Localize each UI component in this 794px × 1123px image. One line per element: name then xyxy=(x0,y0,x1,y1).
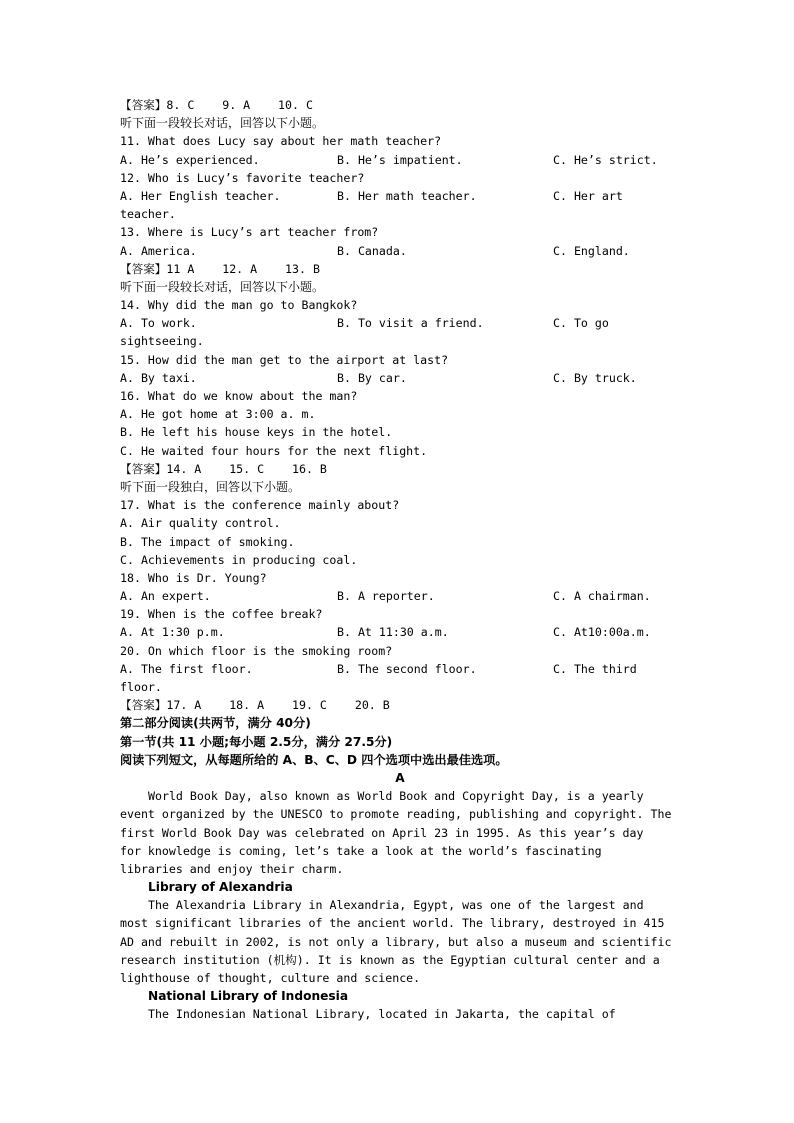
question-text: 13. Where is Lucy’s art teacher from? xyxy=(120,225,379,240)
passage-line: The Alexandria Library in Alexandria, Egypt, was one of the largest and xyxy=(148,898,644,913)
option-b: B. He left his house keys in the hotel. xyxy=(120,425,393,440)
option-b: B. The second floor. xyxy=(337,661,477,676)
option-b: B. By car. xyxy=(337,370,407,385)
options-row xyxy=(120,242,680,260)
option-a: A. An expert. xyxy=(120,589,211,604)
options-row xyxy=(120,369,680,387)
option-a: A. He’s experienced. xyxy=(120,152,260,167)
answer-key: 【答案】8. C 9. A 10. C xyxy=(120,98,313,112)
section-instruction: 听下面一段较长对话，回答以下小题。 xyxy=(120,116,325,131)
question-text: 14. Why did the man go to Bangkok? xyxy=(120,298,358,313)
option-a: A. At 1:30 p.m. xyxy=(120,625,225,640)
section-instruction: 听下面一段较长对话，回答以下小题。 xyxy=(120,279,325,294)
question-text: 18. Who is Dr. Young? xyxy=(120,570,267,585)
options-row xyxy=(120,314,680,332)
reading-directions: 阅读下列短文，从每题所给的 A、B、C、D 四个选项中选出最佳选项。 xyxy=(120,752,508,767)
passage-line: libraries and enjoy their charm. xyxy=(120,861,344,876)
options-row xyxy=(120,187,680,205)
passage-line: event organized by the UNESCO to promote reading, publishing and copyright. The xyxy=(120,807,672,822)
question-text: 19. When is the coffee break? xyxy=(120,607,323,622)
option-continuation: floor. xyxy=(120,680,162,694)
option-a: A. To work. xyxy=(120,316,197,331)
option-c: C. England. xyxy=(553,243,630,258)
passage-line: most significant libraries of the ancient world. The library, destroyed in 415 xyxy=(120,916,665,931)
option-continuation: teacher. xyxy=(120,207,176,222)
option-c: C. The third xyxy=(553,661,637,676)
question-text: 20. On which floor is the smoking room? xyxy=(120,643,393,658)
passage-line: lighthouse of thought, culture and science. xyxy=(120,971,421,985)
passage-line: for knowledge is coming, let’s take a look at the world’s fascinating xyxy=(120,843,602,858)
option-c: C. He’s strict. xyxy=(553,152,658,167)
option-b: B. Her math teacher. xyxy=(337,188,477,203)
part-heading: 第二部分阅读(共两节，满分 40分) xyxy=(120,716,311,731)
option-c: C. Her art xyxy=(553,188,623,203)
option-c: C. To go xyxy=(553,316,609,331)
document-page xyxy=(120,96,680,1024)
option-a: A. Her English teacher. xyxy=(120,188,281,203)
options-row xyxy=(120,623,680,641)
options-row xyxy=(120,660,680,678)
option-c: C. He waited four hours for the next flight. xyxy=(120,443,428,458)
option-a: A. Air quality control. xyxy=(120,516,281,531)
question-text: 17. What is the conference mainly about? xyxy=(120,498,400,513)
option-b: B. Canada. xyxy=(337,243,407,258)
passage-line: AD and rebuilt in 2002, is not only a library, but also a museum and scientific xyxy=(120,934,672,949)
answer-key: 【答案】11 A 12. A 13. B xyxy=(120,261,320,276)
option-a: A. The first floor. xyxy=(120,661,253,676)
passage-subheading: Library of Alexandria xyxy=(148,880,293,895)
answer-key: 【答案】17. A 18. A 19. C 20. B xyxy=(120,698,390,713)
option-b: B. The impact of smoking. xyxy=(120,534,295,549)
options-row xyxy=(120,587,680,605)
option-c: C. Achievements in producing coal. xyxy=(120,552,358,567)
option-b: B. A reporter. xyxy=(337,589,435,604)
passage-line: research institution (机构). It is known as the Egyptian cultural center and a xyxy=(120,952,660,967)
passage-line: first World Book Day was celebrated on April 23 in 1995. As this year’s day xyxy=(120,825,644,840)
question-text: 16. What do we know about the man? xyxy=(120,389,358,403)
section-heading: 第一节(共 11 小题;每小题 2.5分，满分 27.5分) xyxy=(120,734,393,749)
option-a: A. He got home at 3:00 a. m. xyxy=(120,407,316,422)
option-c: C. At10:00a.m. xyxy=(553,625,651,640)
option-b: B. He’s impatient. xyxy=(337,152,463,167)
passage-subheading: National Library of Indonesia xyxy=(148,989,349,1004)
question-text: 15. How did the man get to the airport at last? xyxy=(120,352,449,367)
options-row xyxy=(120,151,680,169)
option-b: B. To visit a friend. xyxy=(337,316,484,331)
option-c: C. By truck. xyxy=(553,370,637,385)
question-text: 12. Who is Lucy’s favorite teacher? xyxy=(120,170,365,185)
section-instruction: 听下面一段独白，回答以下小题。 xyxy=(120,479,301,494)
option-a: A. By taxi. xyxy=(120,370,197,385)
option-continuation: sightseeing. xyxy=(120,334,204,349)
option-c: C. A chairman. xyxy=(553,589,651,604)
option-b: B. At 11:30 a.m. xyxy=(337,625,449,640)
passage-label: A xyxy=(395,770,405,785)
option-a: A. America. xyxy=(120,243,197,258)
passage-line: World Book Day, also known as World Book and Copyright Day, is a yearly xyxy=(148,789,644,804)
passage-line: The Indonesian National Library, located in Jakarta, the capital of xyxy=(148,1007,616,1022)
question-text: 11. What does Lucy say about her math teacher? xyxy=(120,134,442,149)
answer-key: 【答案】14. A 15. C 16. B xyxy=(120,461,327,476)
